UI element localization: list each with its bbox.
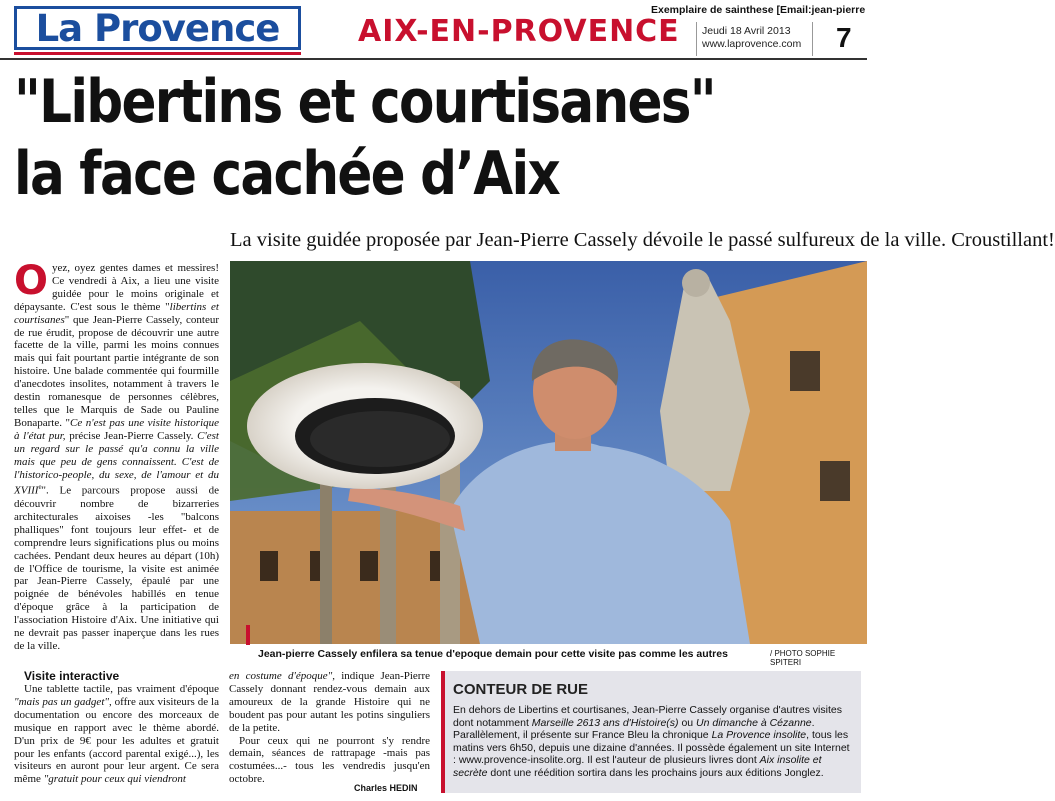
body-text: précise Jean-Pierre Cassely. — [65, 429, 198, 442]
body-italic: en costume d'époque" — [229, 670, 333, 682]
exemplaire-note: Exemplaire de sainthese [Email:jean-pierre — [651, 4, 866, 16]
body-italic: C'est un regard sur le passé qu'a connu la ville mais que peu de gens connaissent. C'est de l'historico-people, du sexe, de l'amour et du XVIII — [14, 429, 219, 498]
box-italic: Marseille 2613 ans d'Histoire(s) — [531, 716, 679, 729]
website: www.laprovence.com — [702, 38, 802, 50]
body-italic: "gratuit pour ceux qui viendront — [43, 773, 186, 786]
logo-underline — [14, 52, 301, 55]
box-italic: Un dimanche à Cézanne — [696, 716, 812, 729]
box-text-run: En dehors de Libertins et courtisanes, Jean-Pierre Cassely organise d'autres visites dont notamment — [453, 704, 842, 729]
body-italic: Ce n'est pas une visite historique à l'état pur, — [14, 416, 220, 442]
box-text-run: dont une réédition sortira dans les prochains jours aux éditions Jonglez. — [487, 766, 824, 779]
page-number: 7 — [836, 22, 852, 53]
box-italic: Aix insolite et secrète — [453, 754, 822, 779]
newspaper-logo — [14, 6, 301, 50]
body-italic: libertins et courtisanes — [14, 300, 219, 326]
drop-cap: O — [14, 258, 49, 304]
body-text: Une tablette tactile, pas vraiment d'époque — [24, 683, 219, 695]
article-body-column-3 — [229, 670, 430, 786]
header-divider — [696, 22, 697, 56]
body-text: " que Jean-Pierre Cassely, conteur de rue érudit, propose de découvrir une autre facette de la ville, parmi les moins connues mais qui fait pourtant partie intégrante de son histoire. Une balade commentée qui fourmille d'anecdotes insolites, notamment à travers le destin romanesque de personnes célèbres, telles que le Marquis de Sade ou Pauline Bonaparte. " — [14, 313, 219, 429]
photo-illustration — [230, 261, 867, 644]
body-text: , indique Jean-Pierre Cassely donnant rendez-vous demain aux amoureux de la grande Histoire qui ne boudent pas pour autant les potins singuliers de la petite. — [229, 670, 430, 734]
superscript: e — [38, 483, 42, 492]
body-paragraph: Pour ceux qui ne pourront s'y rendre demain, séances de rattrapage -mais pas costumées...- tous les vendredis jusqu'en octobre. — [229, 734, 430, 786]
box-italic: La Provence insolite — [711, 729, 807, 742]
photo-credit: / PHOTO SOPHIE SPITERI — [770, 649, 836, 667]
body-text: yez, oyez gentes dames et messires! Ce vendredi à Aix, a lieu une visite guidée pour le moins originale et dépaysante. C'est sous le thème " — [14, 262, 219, 313]
standfirst: La visite guidée proposée par Jean-Pierre Cassely dévoile le passé sulfureux de la ville. Croustillant! — [230, 229, 1055, 251]
body-italic: "mais pas un gadget" — [14, 695, 109, 708]
header-divider — [812, 22, 813, 56]
header-rule — [0, 58, 867, 60]
section-title: AIX-EN-PROVENCE — [358, 14, 680, 49]
headline-line-2: la face cachée d’Aix — [14, 139, 560, 209]
issue-date: Jeudi 18 Avril 2013 — [702, 25, 791, 37]
photo-caption: Jean-pierre Cassely enfilera sa tenue d'epoque demain pour cette visite pas comme les autres — [258, 648, 728, 660]
logo-text: La Provence — [35, 6, 280, 50]
caption-marker — [246, 625, 250, 645]
box-text-run: . Parallèlement, il présente sur France Bleu la chronique — [453, 716, 815, 742]
article-photo — [230, 261, 867, 644]
issue-date-block — [702, 25, 801, 51]
box-text-run: ou — [678, 716, 697, 729]
subheading: Visite interactive — [24, 669, 120, 683]
body-text: , offre aux visiteurs de la documentation ou encore des morceaux de musique en rapport avec le thème abordé. D'un prix de 9€ pour les adultes et gratuit pour les enfants (accord parental exigé...), les visiteurs en auront pour leur argent. Ce sera même — [14, 695, 219, 786]
box-text — [453, 704, 851, 780]
headline-line-1: "Libertins et courtisanes" — [14, 67, 715, 137]
box-title: CONTEUR DE RUE — [453, 681, 589, 698]
box-text-run: , tous les matins vers 6h50, depuis une dizaine d'années. Il possède également un site Internet : www.provence-insolite.org. Il est l'auteur de plusieurs livres dont — [453, 729, 850, 767]
article-body-column-2 — [14, 683, 219, 786]
byline: Charles HEDIN — [354, 783, 418, 793]
headline — [14, 66, 715, 210]
article-body-column — [14, 258, 220, 653]
sidebar-box — [441, 671, 861, 793]
body-text: ". Le parcours propose aussi de découvrir nombre de bizarreries architecturales aixoises -les "balcons phalliques" font toujours leur effet- et de comprendre leurs significations plus ou moins cachées. Pendant deux heures au départ (10h) de l'Office de tourisme, la visite est animée par Jean-Pierre Cassely, épaulé par une poignée de bénévoles habillés en tenue d'époque grâce à la participation de l'association Histoire d'Aix. Une initiative qui ne devrait pas passer inaperçue dans les rues de la ville. — [14, 485, 219, 652]
